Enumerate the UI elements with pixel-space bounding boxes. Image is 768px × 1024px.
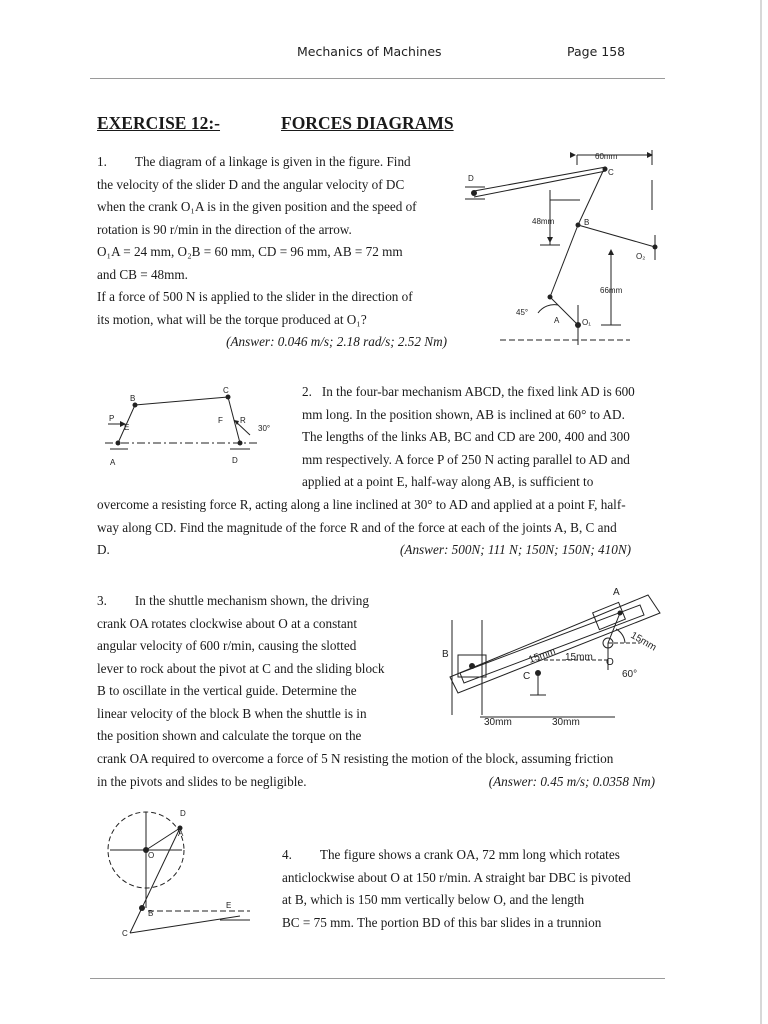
problem-2-text	[302, 381, 665, 494]
fig4-label-e: E	[226, 901, 232, 910]
fig3-dim-30a: 30mm	[484, 717, 512, 728]
problem-3-text	[97, 590, 397, 748]
problem-2-line: way along CD. Find the magnitude of the force R and of the force at each of the joints A, B, C and	[97, 519, 617, 535]
problem-1-line: O₁A = 24 mm, O₂B = 60 mm, CD = 96 mm, AB = 72 mm	[97, 244, 403, 259]
problem-3-answer: (Answer: 0.45 m/s; 0.0358 Nm)	[488, 773, 655, 789]
fig4-label-c: C	[122, 929, 128, 938]
fig1-label-a: A	[554, 316, 560, 325]
fig3-label-o: O	[606, 657, 614, 668]
problem-4-line: at B, which is 150 mm vertically below O, and the length	[282, 892, 585, 907]
fig1-label-d: D	[468, 174, 474, 183]
fig3-dim-15a: 15mm	[527, 645, 558, 666]
fig2-label-f: F	[218, 416, 223, 425]
problem-2-line: mm long. In the position shown, AB is inclined at 60° to AD.	[302, 406, 625, 422]
fig1-dim-60: 60mm	[595, 152, 618, 161]
problem-3-number: 3.	[97, 593, 107, 608]
fig1-dim-48: 48mm	[532, 217, 555, 226]
problem-3-line: B to oscillate in the vertical guide. Determine the	[97, 683, 357, 698]
problem-4-number: 4.	[282, 847, 292, 862]
fig3-dim-15b: 15mm	[565, 652, 593, 663]
fig4-label-d: D	[180, 809, 186, 818]
problem-3-line: crank OA rotates clockwise about O at a constant	[97, 615, 358, 631]
figure-2-four-bar	[100, 383, 290, 473]
problem-1-answer: (Answer: 0.046 m/s; 2.18 rad/s; 2.52 Nm)	[226, 334, 447, 349]
problem-1-line: and CB = 48mm.	[97, 266, 188, 282]
fig1-dim-66: 66mm	[600, 286, 623, 295]
fig4-label-o: O	[148, 851, 155, 860]
problem-2-line: applied at a point E, half-way along AB, is sufficient to	[302, 474, 594, 489]
figure-1-linkage	[460, 145, 670, 355]
fig2-label-p: P	[109, 414, 115, 423]
problem-3-line: the position shown and calculate the torque on the	[97, 728, 362, 743]
exercise-topic: FORCES DIAGRAMS	[281, 113, 454, 133]
problem-1-line: the velocity of the slider D and the angular velocity of DC	[97, 176, 405, 192]
problem-2-line: The lengths of the links AB, BC and CD are 200, 400 and 300	[302, 429, 630, 444]
fig4-label-b: B	[148, 909, 154, 918]
problem-4-line: The figure shows a crank OA, 72 mm long which rotates	[319, 847, 620, 862]
problem-4-line: BC = 75 mm. The portion BD of this bar slides in a trunnion	[282, 914, 602, 930]
problem-2-text-full	[97, 494, 665, 562]
problem-1-line: rotation is 90 r/min in the direction of the arrow.	[97, 221, 352, 237]
fig3-dim-30b: 30mm	[552, 717, 580, 728]
problem-1-text	[97, 151, 447, 354]
fig3-label-b: B	[442, 649, 449, 660]
problem-3-text-full	[97, 748, 655, 793]
fig2-label-a: A	[110, 458, 116, 467]
fig2-label-d: D	[232, 456, 238, 465]
problem-4-line: anticlockwise about O at 150 r/min. A straight bar DBC is pivoted	[282, 869, 631, 885]
fig2-label-c: C	[223, 386, 229, 395]
fig1-label-o1: O₁	[582, 318, 591, 327]
problem-3-line: crank OA required to overcome a force of 5 N resisting the motion of the block, assuming friction	[97, 751, 614, 766]
figure-4-crank	[100, 808, 270, 938]
page-number: Page 158	[567, 44, 626, 59]
fig3-label-a: A	[613, 587, 620, 598]
footer-rule	[90, 978, 665, 979]
problem-1-line: If a force of 500 N is applied to the slider in the direction of	[97, 289, 413, 304]
problem-1-number: 1.	[97, 154, 107, 169]
fig4-label-a: A	[178, 829, 184, 838]
fig1-label-o2: O₂	[636, 252, 646, 261]
fig2-angle: 30°	[258, 424, 271, 433]
problem-2-last: D.	[97, 542, 110, 557]
problem-2-answer: (Answer: 500N; 111 N; 150N; 150N; 410N)	[400, 542, 632, 557]
problem-3-line: In the shuttle mechanism shown, the driving	[134, 593, 369, 608]
fig1-label-c: C	[608, 168, 614, 177]
fig2-label-b: B	[130, 394, 136, 403]
problem-3-line: lever to rock about the pivot at C and the sliding block	[97, 660, 385, 676]
fig1-angle: 45°	[516, 308, 529, 317]
problem-1-line: when the crank O₁A is in the given position and the speed of	[97, 199, 417, 214]
problem-2-line: overcome a resisting force R, acting along a line inclined at 30° to AD and applied at a point F, half-	[97, 497, 626, 512]
figure-3-shuttle	[430, 585, 670, 735]
problem-3-line: angular velocity of 600 r/min, causing the slotted	[97, 638, 357, 653]
header-rule	[90, 78, 665, 79]
running-header-title: Mechanics of Machines	[297, 44, 442, 59]
fig3-angle: 60°	[622, 669, 638, 680]
problem-2-line: mm respectively. A force P of 250 N acting parallel to AD and	[302, 451, 630, 467]
problem-1-line: The diagram of a linkage is given in the figure. Find	[134, 154, 411, 169]
page-edge-shadow	[760, 0, 762, 1024]
fig3-label-c: C	[523, 671, 531, 682]
fig3-dim-15c: 15mm	[628, 630, 659, 654]
fig2-label-r: R	[240, 416, 246, 425]
fig1-label-b: B	[584, 218, 590, 227]
exercise-label: EXERCISE 12:-	[97, 113, 221, 133]
problem-1-line: its motion, what will be the torque produced at O₁?	[97, 311, 367, 327]
problem-3-line: linear velocity of the block B when the shuttle is in	[97, 705, 367, 721]
problem-2-line: In the four-bar mechanism ABCD, the fixed link AD is 600	[321, 384, 635, 399]
problem-3-last: in the pivots and slides to be negligible.	[97, 773, 307, 789]
fig2-label-e: E	[124, 423, 130, 432]
problem-2-number: 2.	[302, 384, 312, 399]
problem-4-text	[282, 844, 656, 934]
